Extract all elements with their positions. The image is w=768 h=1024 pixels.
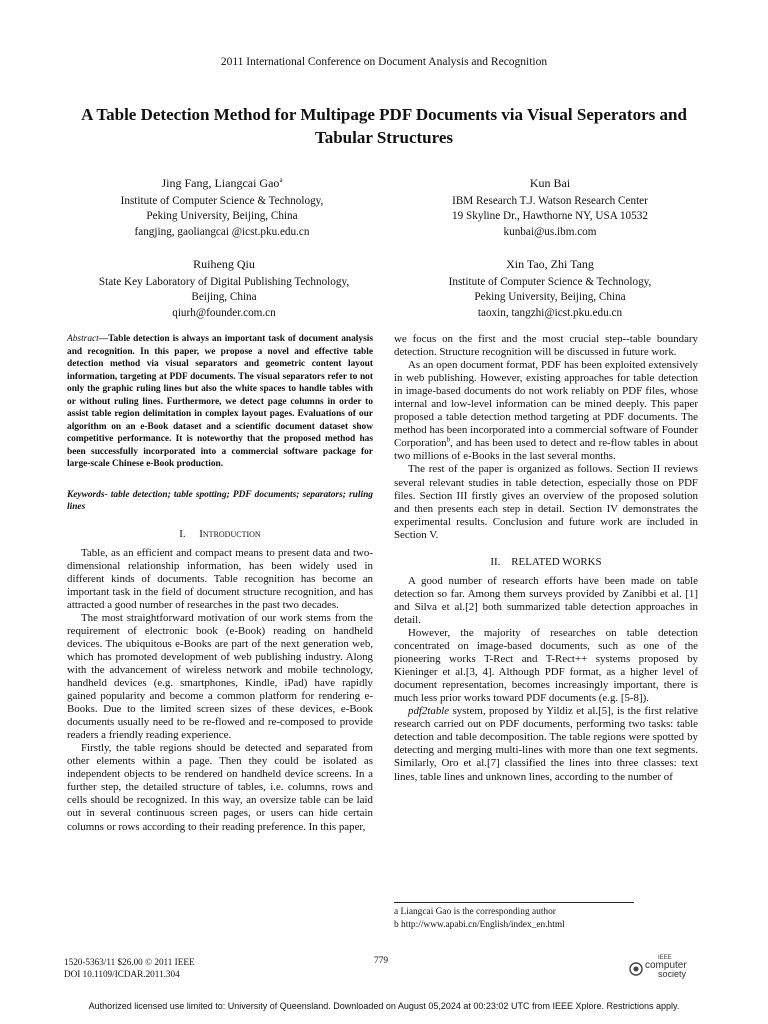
author-email: kunbai@us.ibm.com <box>503 225 597 238</box>
author-email: fangjing, gaoliangcai @icst.pku.edu.cn <box>134 225 310 238</box>
abstract-text: —Table detection is always an important task of document analysis and recognition. In this paper, we propose a novel and effective table detection method via visual separators and geometric content layout information, targeting at PDF documents. The visual separators refer to not only the graphic ruling lines but also the white spaces to handle tables with or without ruling lines. Furthermore, we detect page columns in order to assist table region delimitation in complex layout pages. Evaluations of our algorithm on an e-Book dataset and a scientific document dataset show competitive performance. It is noteworthy that the proposed method has been successfully incorporated into a commercial software package for large-scale Chinese e-Book production. <box>67 334 373 469</box>
conference-header: 2011 International Conference on Document Analysis and Recognition <box>220 56 548 68</box>
author-name: Xin Tao, Zhi Tang <box>506 257 594 271</box>
author-name: Ruiheng Qiu <box>193 257 255 271</box>
section-heading-introduction <box>67 528 373 541</box>
paragraph: we focus on the first and the most crucial step--table boundary detection. Structure recognition will be discussed in future work. <box>394 333 698 359</box>
paragraph: Firstly, the table regions should be detected and separated from other elements within a page. Then they could be isolated as independent objects to be rendered on handheld device screens. In a further step, the detailed structure of tables, i.e. columns, rows and cells should be recognized. In this way, an oversize table can be laid out in several continuous screen pages, or users can hide certain columns or rows according to their reading preference. In this paper, <box>67 742 373 833</box>
paragraph: A good number of research efforts have been made on table detection so far. Among them surveys provided by Zanibbi et al. [1] and Silva et al.[2] both summarized table detection approaches in detail. <box>394 574 698 626</box>
doi-line: DOI 10.1109/ICDAR.2011.304 <box>64 969 180 979</box>
author-name: Kun Bai <box>529 176 571 190</box>
section-number: II. <box>490 555 501 568</box>
paragraph-text: As an open document format, PDF has been exploited extensively in web publishing. However, existing approaches for table detection in image-based documents do not work reliably on PDF files, whose internal and low-level information can be mined deeply. This paper proposed a table detection method targeting at PDF documents. The method has been incorporated into a commercial software of Founder Corporation <box>394 359 698 450</box>
section-title: RELATED WORKS <box>511 555 602 568</box>
paragraph-text: system, proposed by Yildiz et al.[5], is the first relative research carried out on PDF documents, performing two tasks: table detection and table decomposition. The table regions were spotted by detecting and merging multi-lines with more than one text segments. Similarly, Oro et al.[7] classified the lines into three classes: text lines, table lines and unknown lines, according to the number of <box>394 705 698 783</box>
author-block-1 <box>72 176 372 240</box>
affiliation-line: State Key Laboratory of Digital Publishing Technology, <box>98 275 350 288</box>
author-block-2 <box>395 176 705 240</box>
author-block-4 <box>395 257 705 321</box>
keywords: Keywords- table detection; table spotting; PDF documents; separators; ruling lines <box>67 489 373 512</box>
paragraph: The rest of the paper is organized as follows. Section II reviews several relevant studies in table detection, especially those on PDF files. Section III firstly gives an overview of the proposed solution and then presents each step in detail. Section IV demonstrates the experimental results. Conclusion and future work are included in Section V. <box>394 463 698 541</box>
ieee-computer-society-logo <box>628 953 708 981</box>
title-line-1: A Table Detection Method for Multipage PDF Documents via Visual Seperators and <box>81 105 687 124</box>
paragraph-text: , and has been used to detect and re-flow tables in about two millions of e-Books in the last several months. <box>394 437 698 463</box>
section-number: I. <box>179 527 186 540</box>
left-column <box>67 333 373 834</box>
logo-text-computer: computer <box>645 960 687 971</box>
author-block-3 <box>62 257 386 321</box>
author-email: taoxin, tangzhi@icst.pku.edu.cn <box>477 306 623 319</box>
issn-line: 1520-5363/11 $26.00 © 2011 IEEE <box>64 957 195 967</box>
section-heading-related-works <box>394 556 698 569</box>
page-number: 779 <box>374 956 389 966</box>
author-email: qiurh@founder.com.cn <box>172 306 276 319</box>
affiliation-line: Peking University, Beijing, China <box>146 210 298 222</box>
affiliation-line: Beijing, China <box>191 291 257 303</box>
system-name: pdf2table <box>408 705 450 718</box>
paragraph <box>394 705 698 783</box>
author-name: Jing Fang, Liangcai Gao <box>161 176 280 190</box>
affiliation-line: IBM Research T.J. Watson Research Center <box>452 194 648 207</box>
footnote-mark: b <box>446 435 451 444</box>
abstract <box>67 333 373 471</box>
affiliation-line: 19 Skyline Dr., Hawthorne NY, USA 10532 <box>452 210 648 222</box>
footnote-rule <box>394 902 634 903</box>
paragraph <box>394 359 698 463</box>
paragraph: Table, as an efficient and compact means to present data and two-dimensional relationship information, has been widely used in different kinds of documents. Table recognition has become an important task in the field of document structure recognition, and has attracted a good number of researches in the past two decades. <box>67 546 373 611</box>
copyright-footer <box>64 956 195 980</box>
affiliation-line: Peking University, Beijing, China <box>474 291 626 303</box>
affiliation-line: Institute of Computer Science & Technology, <box>120 194 324 207</box>
footnote-2: b http://www.apabi.cn/English/index_en.html <box>394 920 565 930</box>
logo-text-society: society <box>658 969 687 979</box>
title-line-2: Tabular Structures <box>314 128 454 147</box>
right-column <box>394 333 698 784</box>
abstract-label: Abstract <box>67 334 99 344</box>
paragraph: The most straightforward motivation of our work stems from the requirement of electronic book (e-Book) reading on handheld devices. The ubiquitous e-Books are part of the next generation web, which has promoted development of web publishing industry. Along with the advancement of wireless network and mobile technology, handheld devices (e.g. smartphones, Kindle, iPad) have rapidly gained popularity and become a common platform for rendering e-Books. Due to the limited screen sizes of these devices, e-Book documents usually need to be re-flowed and re-composed to provide readers a friendly reading experience. <box>67 611 373 742</box>
paper-title <box>40 103 728 149</box>
paragraph: However, the majority of researches on table detection concentrated on image-based documents, such as one of the pioneering works T-Rect and T-Rect++ systems proposed by Kieninger et al.[3, 4]. Although PDF format, as a higher level of document representation, becomes increasingly important, there is much less prior works toward PDF documents (e.g. [5-8]). <box>394 626 698 705</box>
affiliation-line: Institute of Computer Science & Technology, <box>448 275 652 288</box>
authorization-notice: Authorized licensed use limited to: University of Queensland. Downloaded on August 05,2024 at 00:23:02 UTC from IEEE Xplore. Restrictions apply. <box>88 1001 680 1011</box>
author-footnote-mark: a <box>279 176 283 184</box>
logo-text-ieee: IEEE <box>658 955 672 961</box>
footnote-1: a Liangcai Gao is the corresponding author <box>394 907 556 917</box>
section-title: Introduction <box>199 527 261 540</box>
